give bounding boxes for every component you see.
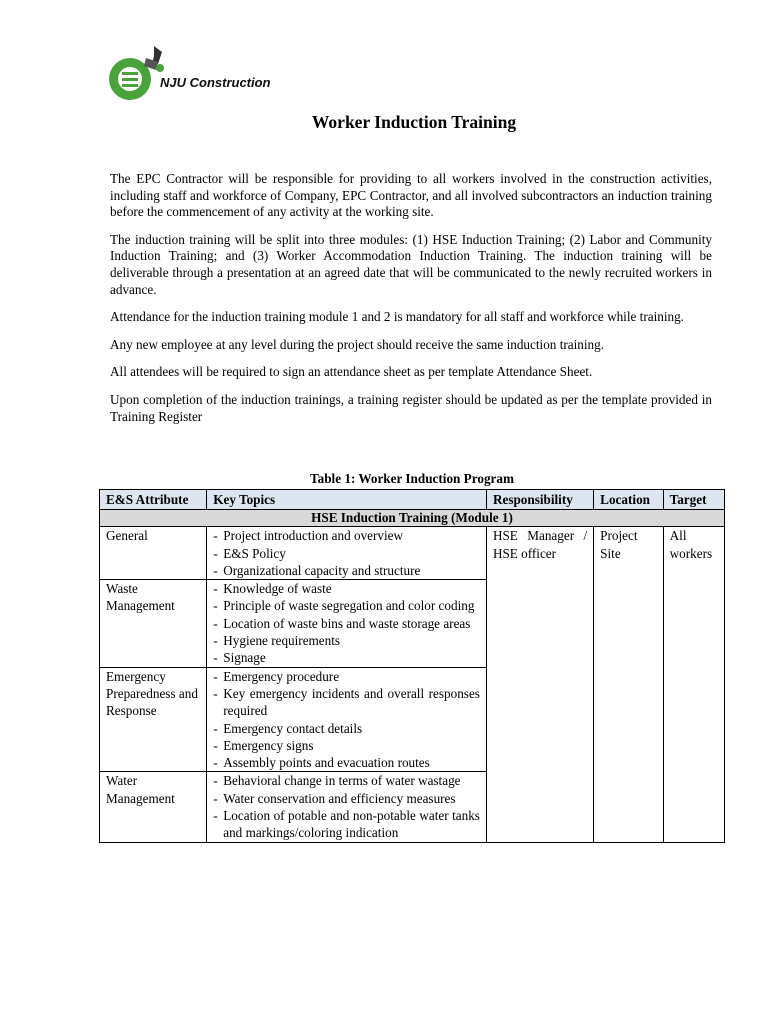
attribute-cell: Waste Management (100, 580, 207, 667)
page-title: Worker Induction Training (311, 112, 517, 132)
attribute-cell: Emergency Preparedness and Response (100, 667, 207, 772)
header-location: Location (594, 490, 663, 510)
topic-item: - Knowledge of waste (213, 580, 480, 597)
topic-item: - Key emergency incidents and overall responses required (213, 685, 480, 720)
responsibility-cell: HSE Manager / HSE officer (486, 527, 593, 842)
header-key-topics: Key Topics (207, 490, 487, 510)
topic-item: - Location of potable and non-potable water tanks and markings/coloring indication (213, 807, 480, 842)
module-row (100, 510, 725, 527)
topic-item: - Location of waste bins and waste storage areas (213, 615, 480, 632)
paragraph: All attendees will be required to sign an attendance sheet as per template Attendance Sheet. (110, 364, 593, 380)
topics-cell (207, 772, 487, 842)
topic-item: - Signage (213, 649, 480, 666)
induction-program-table (99, 489, 725, 843)
header-target: Target (663, 490, 724, 510)
attribute-cell: Water Management (100, 772, 207, 842)
topic-item: - Principle of waste segregation and color coding (213, 597, 480, 614)
topic-item: - Organizational capacity and structure (213, 562, 480, 579)
topic-item: - Assembly points and evacuation routes (213, 754, 480, 771)
topic-item: - Emergency contact details (213, 720, 480, 737)
topics-cell (207, 527, 487, 580)
target-cell: All workers (663, 527, 724, 842)
topic-item: - Behavioral change in terms of water wastage (213, 772, 480, 789)
topic-item: - Emergency signs (213, 737, 480, 754)
topic-item: - Project introduction and overview (213, 527, 480, 544)
body-text (110, 171, 712, 436)
paragraph: The induction training will be split into three modules: (1) HSE Induction Training; (2) Labor and Community Induction Training; and (3) Worker Accommodation Induction Training. The induction training will be deliverable through a presentation at an agreed date that will be communicated to the newly recruited workers in advance. (110, 231, 712, 297)
paragraph: Any new employee at any level during the project should receive the same induction training. (110, 336, 605, 352)
topic-item: - Emergency procedure (213, 668, 480, 685)
location-cell: Project Site (594, 527, 663, 842)
topic-item: - E&S Policy (213, 545, 480, 562)
topic-item: - Hygiene requirements (213, 632, 480, 649)
topics-cell (207, 580, 487, 667)
paragraph: Attendance for the induction training module 1 and 2 is mandatory for all staff and workforce while training. (110, 309, 684, 325)
paragraph: The EPC Contractor will be responsible for providing to all workers involved in the construction activities, including staff and workforce of Company, EPC Contractor, and all involved subcontractors an induction training before the commencement of any activity at the working site. (110, 171, 712, 220)
attribute-cell: General (100, 527, 207, 580)
topics-cell (207, 667, 487, 772)
paragraph: Upon completion of the induction trainings, a training register should be updated as per the template provided in Training Register (110, 391, 712, 424)
logo-mark-icon (108, 42, 168, 104)
topic-item: - Water conservation and efficiency measures (213, 790, 480, 807)
header-responsibility: Responsibility (486, 490, 593, 510)
company-name: NJU Construction (160, 75, 271, 90)
table-header-row (100, 490, 725, 510)
module-label: HSE Induction Training (Module 1) (100, 510, 725, 527)
company-logo (108, 42, 298, 104)
table-caption: Table 1: Worker Induction Program (310, 471, 514, 486)
header-attribute: E&S Attribute (100, 490, 207, 510)
table-row (100, 527, 725, 580)
